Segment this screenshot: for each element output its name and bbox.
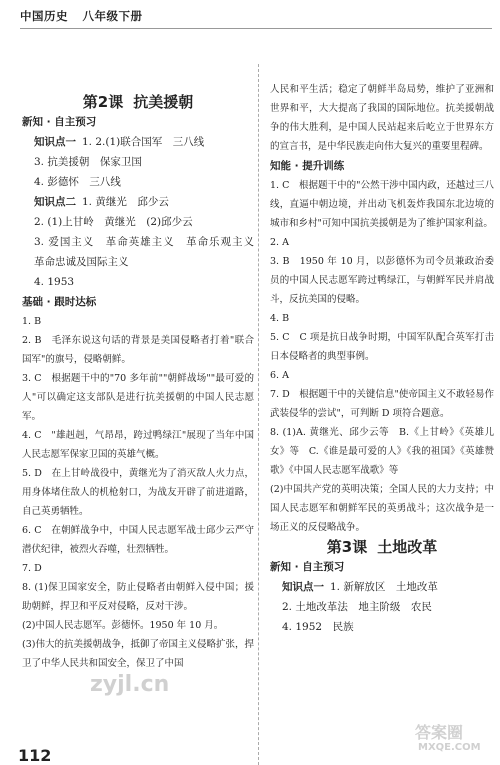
kp1-line3: 4. 彭德怀 三八线 bbox=[34, 176, 121, 188]
answer-r2: 2. A bbox=[270, 237, 289, 248]
section-basics: 基础 · 跟时达标 bbox=[22, 296, 97, 308]
answer-b4: 4. C "雄赳赳，气昂昂，跨过鸭绿江"展现了当年中国人民志愿军保家卫国的英雄气概。 bbox=[22, 430, 254, 460]
answer-r7: 7. D 根据题干中的关键信息"使帝国主义不敢轻易作武装侵华的尝试"，可判断 D 项符合题意。 bbox=[270, 389, 494, 419]
answer-r8-1: 8. (1)A. 黄继光、邱少云等 B.《上甘岭》《英雄儿女》等 C.《谁是最可爱的人》《我的祖国》《英雄赞歌》《中国人民志愿军战歌》等 bbox=[270, 427, 494, 476]
answer-b2: 2. B 毛泽东说这句话的背景是美国侵略者打着"联合国军"的旗号，侵略朝鲜。 bbox=[22, 335, 254, 365]
answer-b8-1: 8. (1)保卫国家安全，防止侵略者由朝鲜入侵中国；援助朝鲜，捍卫和平反对侵略，反对干涉。 bbox=[22, 582, 254, 612]
lesson2-title-number: 第2课 bbox=[82, 93, 124, 111]
page-number: 112 bbox=[18, 746, 52, 765]
kp2-line3: 3. 爱国主义 革命英雄主义 革命乐观主义 革命忠诚及国际主义 bbox=[34, 236, 265, 268]
kp2-line4: 4. 1953 bbox=[34, 276, 75, 288]
kp2-line1 bbox=[22, 192, 254, 212]
answer-b8-2: (2)中国人民志愿军。彭德怀。1950 年 10 月。 bbox=[22, 620, 224, 631]
answer-r3: 3. B 1950 年 10 月，以彭德怀为司令员兼政治委员的中国人民志愿军跨过鸭绿江，与朝鲜军民并肩战斗，反抗美国的侵略。 bbox=[270, 256, 494, 305]
kp2-label: 知识点二 bbox=[34, 196, 76, 208]
lesson3-kp1-text1: 1. 新解放区 土地改革 bbox=[330, 581, 438, 593]
kp1-label: 知识点一 bbox=[34, 136, 76, 148]
answer-b3: 3. C 根据题干中的"70 多年前""朝鲜战场""最可爱的人"可以确定这支部队是进行抗美援朝的中国人民志愿军。 bbox=[22, 373, 254, 422]
answer-b5: 5. D 在上甘岭战役中，黄继光为了消灭敌人火力点，用身体堵住敌人的机枪射口，为战友开辟了前进道路，自己英勇牺牲。 bbox=[22, 468, 254, 517]
kp2-text1: 1. 黄继光 邱少云 bbox=[82, 196, 169, 208]
lesson3-section-preview: 新知 · 自主预习 bbox=[270, 561, 345, 573]
lesson2-title-name: 抗美援朝 bbox=[133, 93, 194, 111]
answer-b6: 6. C 在朝鲜战争中，中国人民志愿军战士邱少云严守潜伏纪律，被烈火吞噬，壮烈牺牲。 bbox=[22, 525, 254, 555]
answer-b1: 1. B bbox=[22, 316, 42, 327]
answer-r5: 5. C C 项是抗日战争时期，中国军队配合英军打击日本侵略者的典型事例。 bbox=[270, 332, 494, 362]
lesson3-title-number: 第3课 bbox=[326, 538, 368, 556]
header-grade: 八年级下册 bbox=[82, 9, 143, 23]
kp2-line2: 2. (1)上甘岭 黄继光 (2)邱少云 bbox=[34, 216, 193, 228]
section-improve: 知能 · 提升训练 bbox=[270, 160, 345, 172]
kp1-text1: 1. 2.(1)联合国军 三八线 bbox=[82, 136, 205, 148]
header-rule bbox=[20, 28, 492, 29]
answer-b7: 7. D bbox=[22, 563, 42, 574]
kp1-line2: 3. 抗美援朝 保家卫国 bbox=[34, 156, 142, 168]
watermark-answer-circle: 答案圈 bbox=[415, 723, 464, 742]
section-preview: 新知 · 自主预习 bbox=[22, 116, 97, 128]
answer-continued: 人民和平生活；稳定了朝鲜半岛局势，维护了亚洲和世界和平，大大提高了我国的国际地位。抗美援朝战争的伟大胜利，是中国人民站起来后屹立于世界东方的宣言书，是中华民族走向伟大复兴的重要里程碑。 bbox=[270, 84, 494, 152]
lesson3-title bbox=[270, 537, 494, 557]
lesson3-title-name: 土地改革 bbox=[377, 538, 438, 556]
answer-r4: 4. B bbox=[270, 313, 290, 324]
watermark-mxqe: MXQE.COM bbox=[418, 742, 481, 753]
page-header bbox=[20, 8, 153, 24]
lesson3-kp1-line2: 2. 土地改革法 地主阶级 农民 bbox=[282, 601, 432, 613]
watermark-zyjl: zyjl.cn bbox=[90, 672, 170, 697]
lesson3-kp1-line3: 4. 1952 民族 bbox=[282, 621, 354, 633]
answer-r8-2: (2)中国共产党的英明决策；全国人民的大力支持；中国人民志愿军和朝鲜军民的英勇战斗；这次战争是一场正义的反侵略战争。 bbox=[270, 484, 494, 533]
left-column bbox=[22, 92, 265, 673]
lesson3-kp1-line1 bbox=[270, 577, 494, 597]
right-column bbox=[270, 80, 494, 637]
answer-b8-3: (3)伟大的抗美援朝战争，抵御了帝国主义侵略扩张，捍卫了中华人民共和国安全，保卫了中国 bbox=[22, 639, 254, 669]
column-divider bbox=[258, 64, 259, 765]
answer-r1: 1. C 根据题干中的"公然干涉中国内政，还越过三八线，直逼中朝边境，并出动飞机轰炸我国东北边境的城市和乡村"可知中国抗美援朝是为了维护国家利益。 bbox=[270, 180, 494, 229]
kp1-line1 bbox=[22, 132, 254, 152]
lesson2-title bbox=[22, 92, 254, 112]
lesson3-kp1-label: 知识点一 bbox=[282, 581, 324, 593]
answer-r6: 6. A bbox=[270, 370, 289, 381]
header-subject: 中国历史 bbox=[20, 9, 68, 23]
